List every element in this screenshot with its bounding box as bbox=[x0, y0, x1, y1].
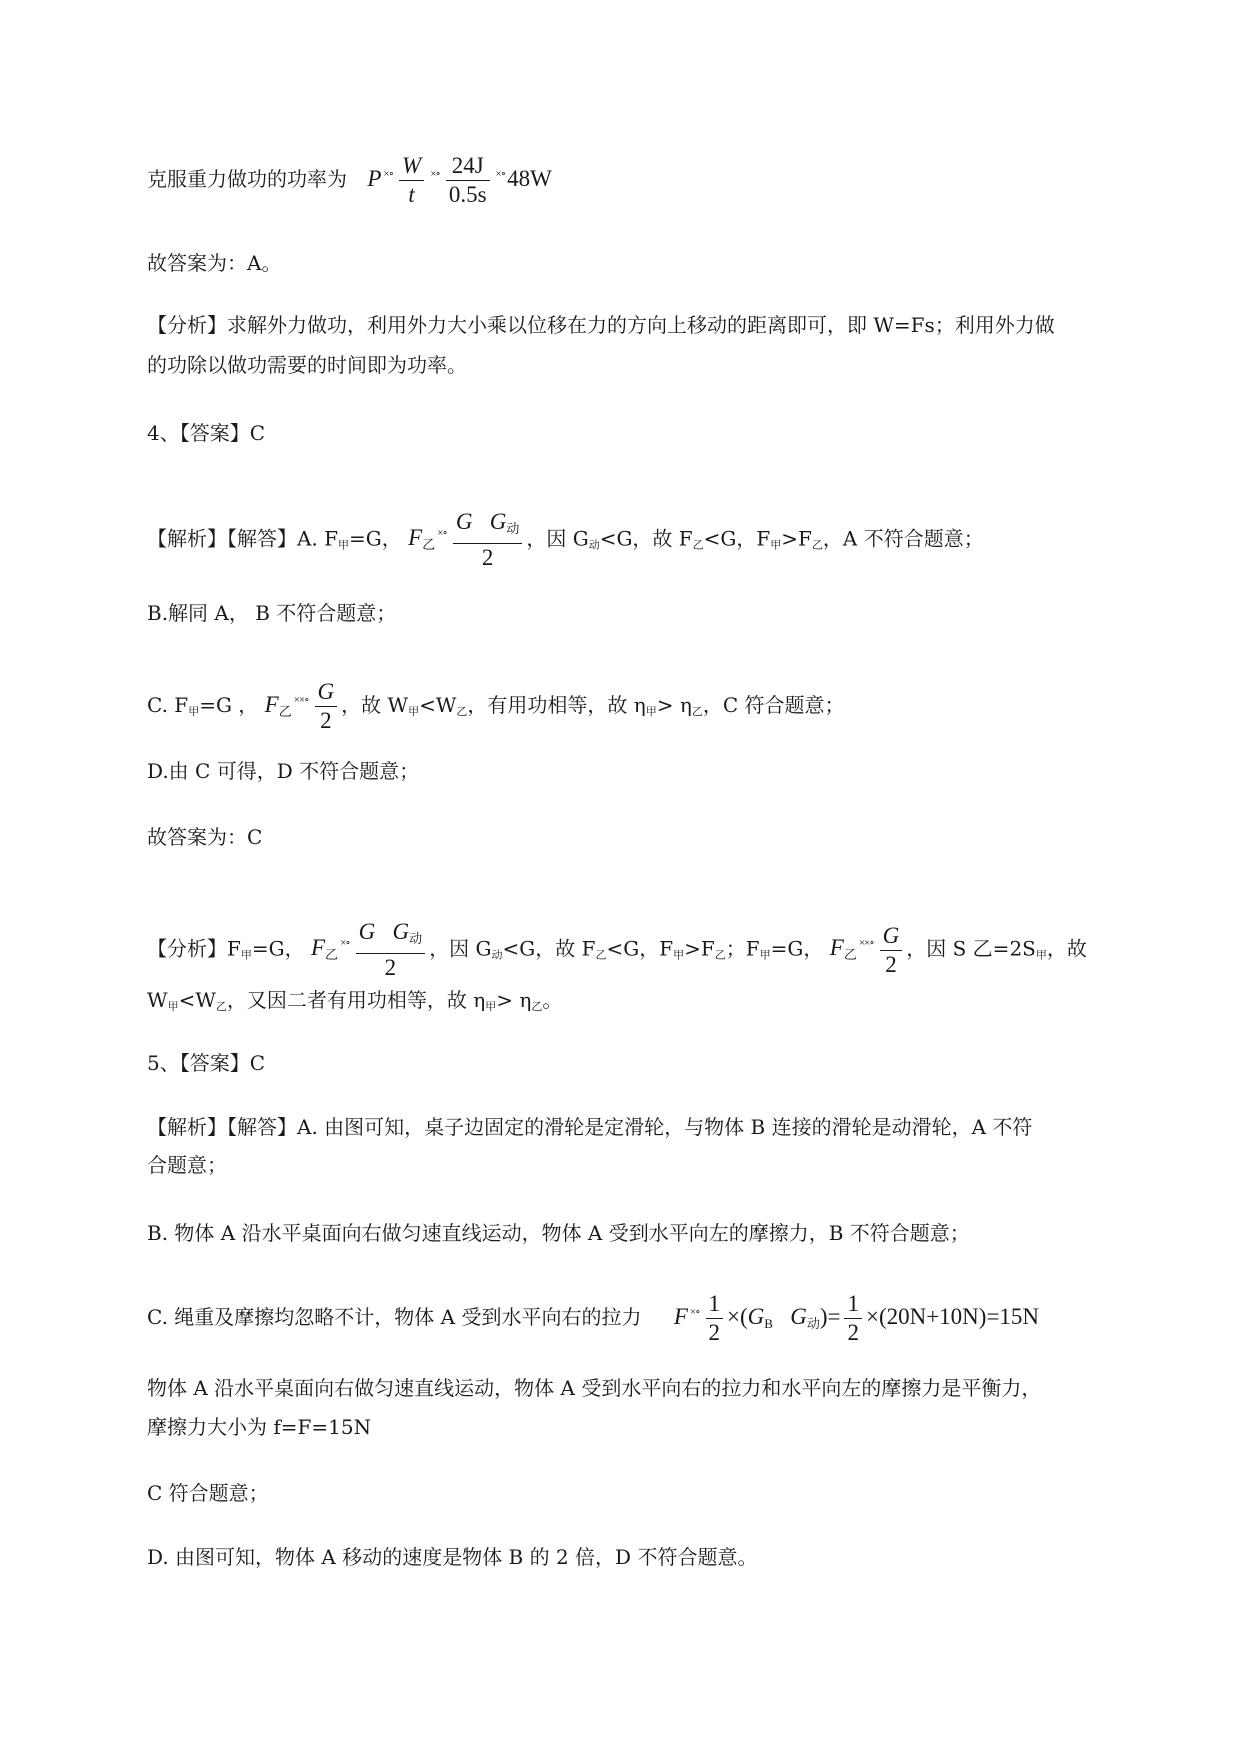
section4-a-line: 【解析】【解答】A. F甲=G， $F_乙^{\times\circ}$ $\frac{G G_动}{2}$ ，因 G动<G，故 F乙<G，F甲>F乙，A 不符合题意； bbox=[147, 509, 984, 570]
section4-c-line: C. F甲=G ， $F_乙^{\times\times\circ}$ $\frac{G}{2}$ ，故 W甲<W乙，有用功相等，故 η甲> η乙，C 符合题意； bbox=[147, 679, 845, 733]
symbol-p: P bbox=[367, 165, 382, 191]
tension-equation: F ×∘ $\frac{1}{2}$ $\times(G_B$ $G_动)=$ $\frac{1}{2}$ ×(20N+10N)=15N bbox=[673, 1291, 1040, 1345]
section4-d-line: D.由 C 可得，D 不符合题意； bbox=[147, 759, 420, 783]
fraction-24j-over-05s: $\frac{24J}{0.5s}$ bbox=[446, 152, 490, 209]
analysis-3-line1: 【分析】求解外力做功，利用外力大小乘以位移在力的方向上移动的距离即可，即 W=Fs；利用外力做 bbox=[147, 313, 1055, 337]
section5-a-line1: 【解析】【解答】A. 由图可知，桌子边固定的滑轮是定滑轮，与物体 B 连接的滑轮是动滑轮，A 不符 bbox=[147, 1115, 1033, 1139]
equals-mark: ×∘ bbox=[430, 167, 440, 180]
section5-c-line2: 物体 A 沿水平桌面向右做匀速直线运动，物体 A 受到水平向右的拉力和水平向左的摩擦力是平衡力， bbox=[147, 1376, 1042, 1400]
power-equation bbox=[367, 153, 552, 207]
fraction-w-over-t: $\frac{W}{t}$ bbox=[399, 152, 424, 209]
equals-mark: ×∘ bbox=[495, 167, 506, 180]
equals-mark: ×∘ bbox=[383, 167, 394, 180]
section5-d-line: D. 由图可知，物体 A 移动的速度是物体 B 的 2 倍，D 不符合题意。 bbox=[147, 1545, 758, 1569]
section4-title: 4、【答案】C bbox=[147, 421, 266, 445]
f-yi-equation: $F_乙^{\times\circ}$ $\frac{G G_动}{2}$ bbox=[408, 525, 526, 550]
section5-b-line: B. 物体 A 沿水平桌面向右做匀速直线运动，物体 A 受到水平向左的摩擦力，B 不符合题意； bbox=[147, 1221, 970, 1245]
f-yi-half-g-equation: $F_乙^{\times\times\circ}$ $\frac{G}{2}$ bbox=[265, 692, 342, 717]
section5-c-line3: 摩擦力大小为 f=F=15N bbox=[147, 1415, 372, 1439]
section4-b-line: B.解同 A， B 不符合题意； bbox=[147, 601, 397, 625]
section5-c-line: C. 绳重及摩擦均忽略不计，物体 A 受到水平向右的拉力 F ×∘ $\frac{1}{2}$ $\times(G_B$ $G_动)=$ $\frac{1}{2}$ ×(20N+10N)=15N bbox=[147, 1291, 1040, 1345]
analysis-3-line2: 的功除以做功需要的时间即为功率。 bbox=[147, 353, 467, 377]
section5-c-line4: C 符合题意； bbox=[147, 1481, 269, 1505]
power-prefix: 克服重力做功的功率为 bbox=[147, 166, 347, 191]
answer-3: 故答案为：A。 bbox=[147, 251, 282, 275]
power-formula-line bbox=[147, 152, 552, 209]
section5-a-line2: 合题意； bbox=[147, 1153, 227, 1177]
section4-analysis-line2: W甲<W乙，又因二者有用功相等，故 η甲> η乙。 bbox=[147, 988, 563, 1013]
answer-4: 故答案为：C bbox=[147, 825, 263, 849]
power-result: 48W bbox=[507, 165, 552, 191]
section4-analysis-line1: 【分析】F甲=G， $F_乙^{\times\circ}$ $\frac{G G_动}{2}$ ，因 G动<G，故 F乙<G，F甲>F乙；F甲=G， $F_乙^{\times\times\circ}$ $\frac{G}{2}$ ，因 S 乙=2S甲，故 bbox=[147, 919, 1087, 980]
section5-title: 5、【答案】C bbox=[147, 1051, 266, 1075]
